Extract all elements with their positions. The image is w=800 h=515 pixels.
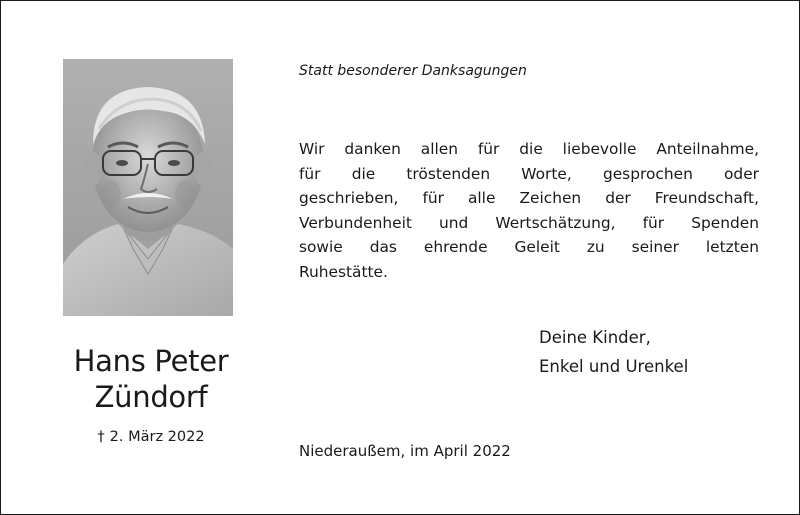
death-date: 2. März 2022: [109, 429, 205, 445]
death-date-line: [41, 429, 261, 445]
signature-line: Deine Kinder,: [539, 328, 651, 347]
thank-you-line: Verbundenheit und Wertschätzung, für Spenden: [299, 213, 759, 232]
deceased-name: [41, 343, 261, 415]
thank-you-line: Ruhestätte.: [299, 262, 388, 281]
portrait-photo: [63, 59, 233, 316]
thank-you-line: sowie das ehrende Geleit zu seiner letzten: [299, 238, 759, 256]
place-and-date: Niederaußem, im April 2022: [299, 442, 511, 460]
cross-icon: †: [97, 429, 105, 445]
thank-you-text: [299, 137, 759, 284]
deceased-last-name: Zündorf: [94, 380, 208, 414]
deceased-first-names: Hans Peter: [73, 344, 229, 378]
thank-you-line: geschrieben, für alle Zeichen der Freundschaft,: [299, 189, 759, 207]
thank-you-line: Wir danken allen für die liebevolle Anteilnahme,: [299, 140, 759, 158]
signature-line: Enkel und Urenkel: [539, 357, 689, 376]
notice-heading: Statt besonderer Danksagungen: [299, 63, 527, 79]
thank-you-line: für die tröstenden Worte, gesprochen oder: [299, 164, 759, 183]
signature: [539, 323, 688, 381]
